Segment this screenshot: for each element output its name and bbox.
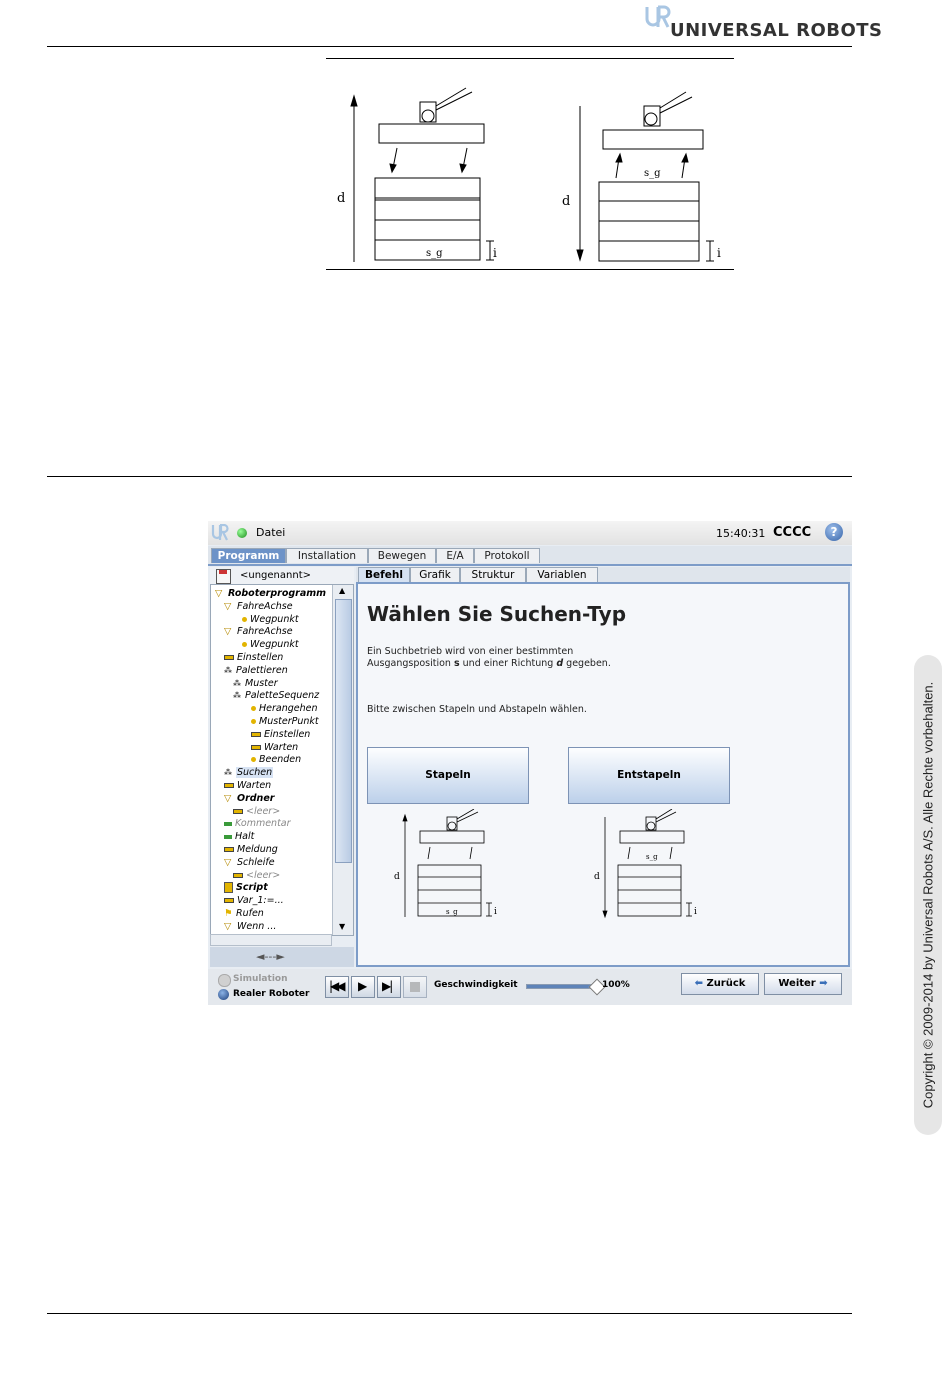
description-line-1: Ein Suchbetrieb wird von einer bestimmten (367, 646, 574, 657)
tree-item-label: Var_1:=... (237, 895, 284, 907)
tree-item[interactable] (224, 625, 293, 638)
command-content (356, 582, 850, 967)
speed-value: 100% (602, 980, 630, 990)
command-icon (233, 809, 243, 814)
tree-item-label: Wegpunkt (250, 613, 299, 625)
tree-item[interactable] (251, 728, 310, 741)
tree-item-label: MusterPunkt (259, 716, 319, 727)
tree-item[interactable] (224, 651, 283, 664)
tree-item-label: Meldung (237, 844, 278, 855)
tree-item-label: Wenn ... (237, 920, 277, 932)
tree-item-label: Muster (245, 677, 278, 689)
description-line-2 (367, 658, 611, 670)
help-icon[interactable]: ? (825, 523, 843, 541)
folder-triangle-icon: ▽ (224, 920, 232, 932)
command-pane (356, 567, 850, 967)
label-d-left: d (337, 191, 346, 206)
subtab-struktur[interactable]: Struktur (460, 567, 526, 582)
command-icon (233, 873, 243, 878)
step-button[interactable] (377, 976, 401, 998)
tree-item[interactable] (251, 715, 319, 728)
real-robot-label: Realer Roboter (233, 989, 310, 999)
tree-item-label: Einstellen (264, 728, 311, 740)
program-tree (210, 584, 354, 936)
tree-item[interactable] (242, 613, 299, 626)
tree-item[interactable] (224, 664, 288, 677)
tree-item-label: Beenden (259, 754, 302, 766)
arrow-left-icon: ⬅ (694, 978, 703, 989)
waypoint-icon (242, 642, 247, 647)
script-icon (224, 882, 233, 893)
waypoint-icon (251, 757, 256, 762)
mini-label-sg-left: s_g (446, 908, 458, 916)
program-name-bar (210, 567, 354, 585)
folder-triangle-icon: ▽ (215, 588, 223, 599)
scroll-down-icon[interactable]: ▼ (339, 922, 346, 931)
desc-post: gegeben. (563, 658, 611, 669)
folder-triangle-icon: ▽ (224, 626, 232, 638)
simulation-label: Simulation (233, 974, 288, 984)
tree-item-label: Halt (235, 831, 255, 843)
waypoint-icon (251, 706, 256, 711)
subtab-variablen[interactable]: Variablen (526, 567, 598, 582)
status-icon (237, 528, 247, 538)
desc-s: s (453, 658, 460, 669)
tree-item[interactable] (224, 907, 264, 920)
next-button[interactable] (764, 973, 842, 995)
tree-hscrollbar[interactable] (210, 934, 332, 946)
top-bar (208, 521, 852, 545)
tree-item[interactable] (224, 843, 278, 856)
main-tabs (208, 546, 852, 566)
tree-item[interactable] (233, 869, 280, 882)
tree-item[interactable] (215, 587, 326, 600)
ur-small-logo-icon (211, 524, 229, 542)
tree-item-label: Suchen (237, 767, 273, 779)
tree-item[interactable] (224, 894, 284, 907)
label-i-left: i (493, 246, 497, 260)
tree-item[interactable] (251, 702, 318, 715)
program-name: <ungenannt> (240, 570, 311, 581)
tree-item[interactable] (224, 792, 274, 805)
tree-item-label: <leer> (246, 869, 281, 881)
comment-icon (224, 835, 232, 839)
stop-button[interactable] (403, 976, 427, 998)
rewind-icon: |◀◀ (329, 979, 343, 993)
command-icon (224, 655, 234, 660)
command-icon (224, 898, 234, 903)
tree-item-label: FahreAchse (237, 626, 293, 638)
instruction: Bitte zwischen Stapeln und Abstapeln wählen. (367, 704, 587, 715)
menu-datei[interactable]: Datei (256, 526, 286, 539)
comment-icon (224, 822, 232, 826)
mini-label-d-right: d (594, 872, 600, 882)
simulation-radio[interactable] (218, 974, 231, 987)
description (367, 646, 611, 670)
label-sg-right: s_g (644, 168, 661, 179)
tree-scroll-thumb[interactable] (335, 599, 352, 863)
real-robot-radio[interactable] (218, 989, 229, 1000)
tree-item-label: PaletteSequenz (245, 690, 320, 702)
tree-nav-bar (210, 947, 354, 967)
tree-item-label: Warten (264, 741, 299, 753)
copyright-notice: Copyright © 2009-2014 by Universal Robots A/S. Alle Rechte vorbehalten. (920, 681, 936, 1109)
folder-triangle-icon: ▽ (224, 600, 232, 612)
header-rule (47, 46, 852, 47)
tree-item-label: <leer> (246, 805, 281, 817)
unstack-button[interactable]: Entstapeln (568, 747, 730, 804)
search-type-diagrams (388, 809, 728, 919)
mini-label-i-left: i (494, 907, 497, 917)
bottom-bar (208, 969, 852, 1005)
tree-item[interactable] (224, 856, 275, 869)
clock: 15:40:31 (716, 527, 766, 540)
pallet-icon: ⁂ (224, 665, 232, 675)
tree-item[interactable] (224, 817, 291, 830)
play-button[interactable] (351, 976, 375, 998)
tree-item[interactable] (233, 805, 280, 818)
tree-item[interactable] (224, 779, 271, 792)
pallet-icon: ⁂ (233, 691, 241, 701)
command-icon (224, 847, 234, 852)
stack-button[interactable]: Stapeln (367, 747, 529, 804)
waypoint-icon (242, 617, 247, 622)
label-d-right: d (562, 194, 571, 209)
tab-ea[interactable]: E/A (436, 548, 474, 563)
command-icon (224, 783, 234, 788)
section-rule (47, 476, 852, 477)
tree-item-label: Roboterprogramm (228, 588, 327, 599)
scroll-up-icon[interactable]: ▲ (339, 586, 346, 595)
tree-item[interactable] (233, 677, 278, 690)
tree-item[interactable] (251, 753, 301, 766)
tree-item[interactable] (224, 766, 273, 779)
tree-item[interactable] (251, 741, 298, 754)
mini-label-i-right: i (694, 907, 697, 917)
subtab-befehl[interactable]: Befehl (358, 567, 410, 582)
tree-item[interactable] (224, 830, 254, 843)
label-i-right: i (717, 246, 721, 260)
stop-icon (410, 982, 420, 992)
folder-triangle-icon: ▽ (224, 792, 232, 804)
figure-top-rule (326, 58, 734, 59)
tree-item[interactable] (224, 881, 268, 894)
subtab-grafik[interactable]: Grafik (410, 567, 460, 582)
mini-label-sg-right: s_g (646, 853, 658, 861)
tree-item[interactable] (224, 920, 276, 933)
figure-bottom-rule (326, 269, 734, 270)
next-label: Weiter (778, 978, 816, 989)
arrow-right-icon: ➡ (819, 978, 828, 989)
tab-bewegen[interactable]: Bewegen (368, 548, 436, 563)
stacking-figure (326, 60, 736, 272)
tree-item-label: Palettieren (236, 664, 288, 676)
pallet-icon: ⁂ (233, 678, 241, 688)
tree-item-label: Rufen (236, 908, 264, 919)
polyscope-screenshot (208, 521, 852, 1005)
speed-label: Geschwindigkeit (434, 980, 518, 990)
back-button[interactable] (681, 973, 759, 995)
command-icon (251, 732, 261, 737)
tab-installation[interactable]: Installation (286, 548, 368, 563)
tree-item[interactable] (233, 689, 319, 702)
tab-protokoll[interactable]: Protokoll (474, 548, 540, 563)
tree-item[interactable] (224, 600, 293, 613)
pallet-icon: ⁂ (224, 768, 232, 778)
desc-mid: und einer Richtung (459, 658, 557, 669)
desc-pre: Ausgangsposition (367, 658, 454, 669)
tree-item-label: Ordner (237, 792, 275, 804)
tree-item-label: Kommentar (235, 818, 291, 830)
waypoint-icon (251, 719, 256, 724)
rewind-button[interactable] (325, 976, 349, 998)
tree-item-label: Wegpunkt (250, 639, 299, 651)
logo-wordmark: UNIVERSAL ROBOTS (670, 20, 883, 41)
tree-scrollbar[interactable] (332, 585, 353, 936)
play-icon: ▶ (358, 979, 368, 993)
content-title: Wählen Sie Suchen-Typ (367, 602, 627, 626)
call-icon: ⚑ (224, 908, 233, 919)
tree-item-label: Schleife (237, 856, 275, 868)
drag-arrows-icon[interactable]: ◄---► (256, 950, 285, 963)
mini-label-d-left: d (394, 872, 400, 882)
tree-item-label: Herangehen (259, 703, 318, 715)
speed-slider-track[interactable] (526, 984, 598, 989)
step-icon: ▶| (382, 979, 392, 993)
folder-triangle-icon: ▽ (224, 856, 232, 868)
tree-item-label: Einstellen (237, 652, 284, 663)
robot-id: CCCC (773, 525, 812, 540)
tab-programm[interactable]: Programm (211, 548, 286, 563)
desc-d: d (556, 658, 564, 669)
back-label: Zurück (706, 978, 746, 989)
tree-item-label: Script (236, 882, 268, 894)
tree-item-label: FahreAchse (237, 600, 293, 612)
tree-item[interactable] (242, 638, 299, 651)
footer-rule (47, 1313, 852, 1314)
label-sg-left: s_g (426, 248, 443, 259)
save-icon[interactable] (216, 569, 231, 584)
tree-item-label: Warten (237, 780, 272, 791)
command-icon (251, 745, 261, 750)
